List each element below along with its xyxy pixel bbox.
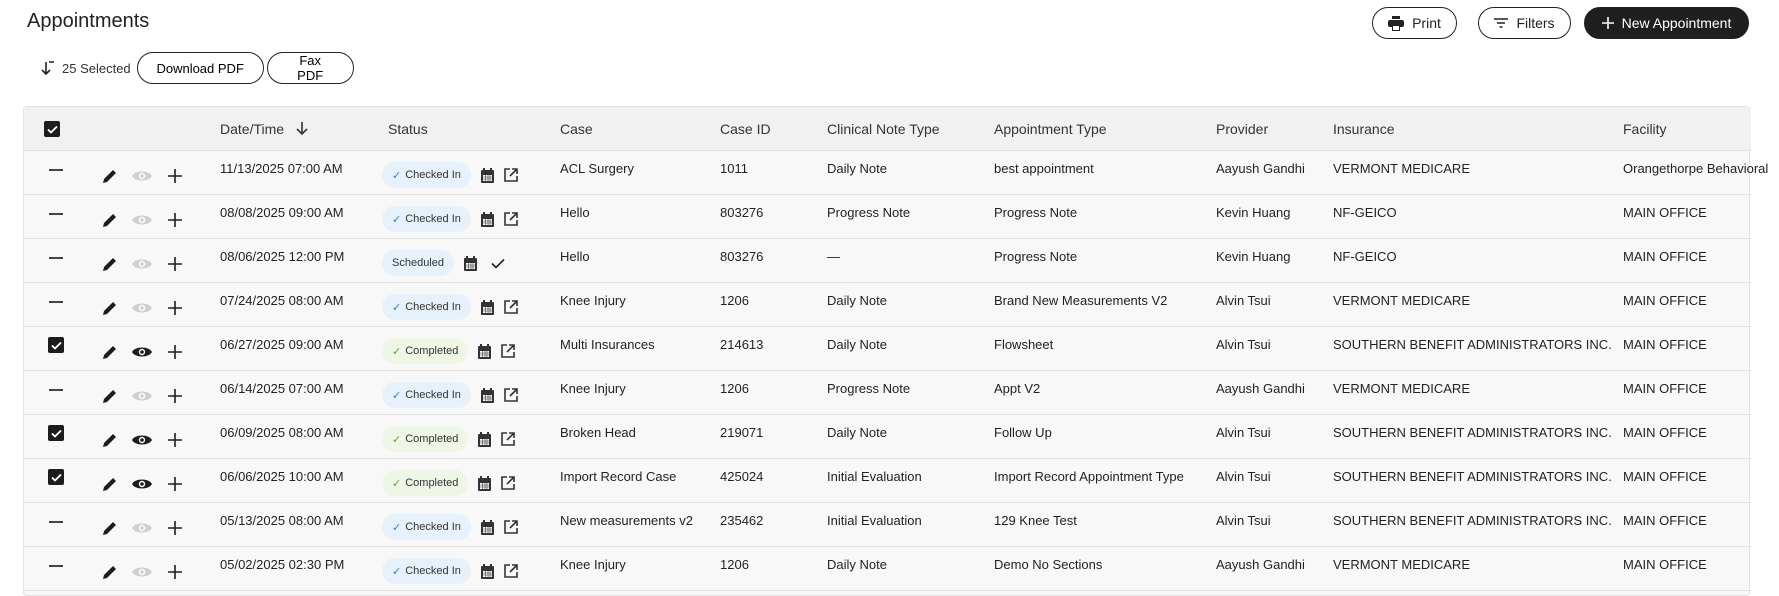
filters-label: Filters (1516, 15, 1555, 31)
column-header-appointment-type[interactable] (994, 107, 1107, 151)
plus-icon (1602, 17, 1614, 29)
case-cell[interactable]: Hello (560, 249, 590, 264)
download-pdf-button[interactable]: Download PDF (137, 52, 264, 84)
date-cell: 11/13/2025 07:00 AM (220, 161, 343, 176)
status-label: Checked In (405, 169, 461, 181)
status-badge (382, 250, 454, 276)
note-cell: Daily Note (827, 161, 887, 176)
note-cell: — (827, 249, 840, 264)
calendar-icon[interactable] (481, 520, 494, 535)
insurance-cell: SOUTHERN BENEFIT ADMINISTRATORS INC. (1333, 469, 1612, 484)
facility-cell: MAIN OFFICE (1623, 293, 1707, 308)
table-row[interactable] (24, 415, 1751, 459)
case-id-cell: 1011 (720, 161, 748, 176)
status-badge (382, 206, 471, 232)
status-label: Completed (405, 433, 459, 445)
filters-button[interactable] (1478, 7, 1571, 39)
pencil-icon[interactable] (102, 547, 118, 591)
note-cell: Initial Evaluation (827, 469, 922, 484)
fax-pdf-button[interactable]: Fax PDF (267, 52, 354, 84)
table-row[interactable] (24, 547, 1751, 591)
row-checkbox[interactable] (41, 415, 71, 459)
column-header-facility[interactable] (1623, 107, 1667, 151)
provider-cell: Aayush Gandhi (1216, 161, 1305, 176)
check-icon: ✓ (392, 301, 402, 314)
provider-cell: Alvin Tsui (1216, 513, 1271, 528)
status-badge (382, 514, 471, 540)
case-cell[interactable]: Knee Injury (560, 381, 626, 396)
facility-cell: MAIN OFFICE (1623, 249, 1707, 264)
date-cell: 06/27/2025 09:00 AM (220, 337, 344, 352)
plus-icon[interactable] (168, 195, 182, 239)
status-badge (382, 470, 468, 496)
insurance-cell: VERMONT MEDICARE (1333, 557, 1470, 572)
type-cell: Flowsheet (994, 337, 1054, 352)
status-label: Completed (405, 477, 459, 489)
row-checkbox[interactable] (41, 459, 71, 503)
facility-cell: MAIN OFFICE (1623, 337, 1707, 352)
eye-icon[interactable] (132, 283, 152, 327)
select-all-checkbox[interactable] (44, 107, 60, 151)
status-cell (382, 547, 518, 591)
type-cell: best appointment (994, 161, 1094, 176)
status-label: Checked In (405, 389, 461, 401)
plus-icon[interactable] (168, 327, 182, 371)
case-cell[interactable]: Multi Insurances (560, 337, 655, 352)
pencil-icon[interactable] (102, 283, 118, 327)
date-cell: 05/02/2025 02:30 PM (220, 557, 345, 572)
case-id-cell: 803276 (720, 249, 764, 264)
provider-cell: Alvin Tsui (1216, 469, 1271, 484)
eye-icon[interactable] (132, 239, 152, 283)
facility-cell: MAIN OFFICE (1623, 205, 1707, 220)
check-icon: ✓ (392, 389, 402, 402)
open-external-icon[interactable] (504, 564, 518, 578)
case-id-cell: 1206 (720, 293, 749, 308)
check-icon: ✓ (392, 565, 402, 578)
provider-cell: Kevin Huang (1216, 205, 1291, 220)
status-badge (382, 294, 471, 320)
open-external-icon[interactable] (504, 168, 518, 182)
plus-icon[interactable] (168, 459, 182, 503)
status-cell (382, 371, 518, 415)
case-cell[interactable]: ACL Surgery (560, 161, 634, 176)
print-button[interactable] (1372, 7, 1457, 39)
selected-count: 25 Selected (62, 60, 131, 76)
date-cell: 05/13/2025 08:00 AM (220, 513, 344, 528)
status-label: Checked In (405, 301, 461, 313)
status-label: Scheduled (392, 257, 444, 269)
type-cell: 129 Knee Test (994, 513, 1077, 528)
table-row[interactable] (24, 283, 1751, 327)
note-cell: Progress Note (827, 205, 911, 220)
eye-icon[interactable] (132, 459, 152, 503)
note-cell: Progress Note (827, 381, 911, 396)
insurance-cell: VERMONT MEDICARE (1333, 293, 1470, 308)
table-row[interactable] (24, 459, 1751, 503)
case-id-cell: 1206 (720, 557, 749, 572)
status-badge (382, 338, 468, 364)
open-external-icon[interactable] (501, 476, 515, 490)
status-cell (382, 151, 518, 195)
open-external-icon[interactable] (501, 344, 515, 358)
new-appointment-button[interactable] (1584, 7, 1749, 39)
status-badge (382, 558, 471, 584)
column-header-clinical-note-type[interactable] (827, 107, 940, 151)
selection-bar (40, 52, 354, 84)
calendar-icon[interactable] (481, 168, 494, 183)
eye-icon[interactable] (132, 195, 152, 239)
insurance-cell: SOUTHERN BENEFIT ADMINISTRATORS INC. (1333, 513, 1612, 528)
status-badge (382, 426, 468, 452)
open-external-icon[interactable] (504, 520, 518, 534)
facility-cell: MAIN OFFICE (1623, 513, 1707, 528)
date-cell: 07/24/2025 08:00 AM (220, 293, 344, 308)
calendar-icon[interactable] (478, 432, 491, 447)
filter-icon (1494, 18, 1508, 28)
row-checkbox[interactable] (41, 195, 71, 239)
printer-icon (1388, 16, 1404, 31)
column-header-label: Date/Time (220, 121, 285, 137)
eye-icon[interactable] (132, 503, 152, 547)
plus-icon[interactable] (168, 415, 182, 459)
row-checkbox[interactable] (41, 283, 71, 327)
open-external-icon[interactable] (501, 432, 515, 446)
eye-icon[interactable] (132, 415, 152, 459)
calendar-icon[interactable] (481, 212, 494, 227)
eye-icon[interactable] (132, 371, 152, 415)
type-cell: Demo No Sections (994, 557, 1103, 572)
table-row[interactable] (24, 371, 1751, 415)
type-cell: Progress Note (994, 205, 1078, 220)
provider-cell: Kevin Huang (1216, 249, 1291, 264)
column-header-label: Clinical Note Type (827, 121, 940, 137)
facility-cell: Orangethorpe Behavioral (1623, 161, 1769, 176)
case-id-cell: 235462 (720, 513, 764, 528)
note-cell: Initial Evaluation (827, 513, 922, 528)
calendar-icon[interactable] (478, 476, 491, 491)
facility-cell: MAIN OFFICE (1623, 469, 1707, 484)
status-cell (382, 239, 505, 283)
type-cell: Progress Note (994, 249, 1078, 264)
new-appointment-label: New Appointment (1621, 15, 1732, 31)
note-cell: Daily Note (827, 337, 887, 352)
column-header-case-id[interactable] (720, 107, 771, 151)
pencil-icon[interactable] (102, 195, 118, 239)
check-icon: ✓ (392, 477, 402, 490)
appointments-table (23, 106, 1769, 596)
open-external-icon[interactable] (504, 300, 518, 314)
plus-icon[interactable] (168, 547, 182, 591)
check-icon: ✓ (392, 169, 402, 182)
pencil-icon[interactable] (102, 239, 118, 283)
insurance-cell: VERMONT MEDICARE (1333, 381, 1470, 396)
calendar-icon[interactable] (478, 344, 491, 359)
open-external-icon[interactable] (504, 212, 518, 226)
table-row[interactable] (24, 195, 1751, 239)
row-checkbox[interactable] (41, 547, 71, 591)
status-badge (382, 162, 471, 188)
insurance-cell: SOUTHERN BENEFIT ADMINISTRATORS INC. (1333, 425, 1612, 440)
calendar-icon[interactable] (481, 388, 494, 403)
status-cell (382, 415, 515, 459)
column-header-status[interactable] (388, 107, 428, 151)
status-cell (382, 327, 515, 371)
sort-desc-icon[interactable] (296, 122, 308, 136)
date-cell: 06/06/2025 10:00 AM (220, 469, 344, 484)
case-id-cell: 219071 (720, 425, 764, 440)
column-header-insurance[interactable] (1333, 107, 1394, 151)
case-cell[interactable]: Knee Injury (560, 293, 626, 308)
status-label: Checked In (405, 565, 461, 577)
pencil-icon[interactable] (102, 459, 118, 503)
case-id-cell: 803276 (720, 205, 764, 220)
type-cell: Follow Up (994, 425, 1052, 440)
column-header-case[interactable] (560, 107, 593, 151)
facility-cell: MAIN OFFICE (1623, 557, 1707, 572)
column-header-label: Appointment Type (994, 121, 1107, 137)
pencil-icon[interactable] (102, 371, 118, 415)
table-row[interactable] (24, 151, 1769, 195)
provider-cell: Alvin Tsui (1216, 293, 1271, 308)
check-icon: ✓ (392, 345, 402, 358)
check-icon: ✓ (392, 433, 402, 446)
case-cell[interactable]: Knee Injury (560, 557, 626, 572)
provider-cell: Aayush Gandhi (1216, 557, 1305, 572)
type-cell: Appt V2 (994, 381, 1041, 396)
checkmark-icon[interactable] (491, 258, 505, 269)
plus-icon[interactable] (168, 283, 182, 327)
column-header-label: Case (560, 121, 593, 137)
case-id-cell: 214613 (720, 337, 764, 352)
plus-icon[interactable] (168, 371, 182, 415)
provider-cell: Alvin Tsui (1216, 425, 1271, 440)
page-title: Appointments (27, 10, 150, 32)
check-icon: ✓ (392, 521, 402, 534)
note-cell: Daily Note (827, 425, 887, 440)
status-cell (382, 195, 518, 239)
status-label: Checked In (405, 521, 461, 533)
table-row[interactable] (24, 239, 1751, 283)
column-header-label: Status (388, 121, 428, 137)
date-cell: 08/06/2025 12:00 PM (220, 249, 345, 264)
case-cell[interactable]: Import Record Case (560, 469, 677, 484)
pencil-icon[interactable] (102, 327, 118, 371)
column-header-label: Insurance (1333, 121, 1395, 137)
calendar-icon[interactable] (481, 300, 494, 315)
print-label: Print (1412, 15, 1441, 31)
eye-icon[interactable] (132, 151, 152, 195)
check-icon: ✓ (392, 213, 402, 226)
date-cell: 08/08/2025 09:00 AM (220, 205, 344, 220)
table-header (24, 107, 1751, 151)
eye-icon[interactable] (132, 547, 152, 591)
pencil-icon[interactable] (102, 151, 118, 195)
type-cell: Brand New Measurements V2 (994, 293, 1168, 308)
column-header-label: Facility (1623, 121, 1667, 137)
calendar-icon[interactable] (481, 564, 494, 579)
insurance-cell: SOUTHERN BENEFIT ADMINISTRATORS INC. (1333, 337, 1612, 352)
status-cell (382, 459, 515, 503)
case-cell[interactable]: New measurements v2 (560, 513, 693, 528)
row-checkbox[interactable] (41, 151, 71, 195)
row-checkbox[interactable] (41, 327, 71, 371)
status-cell (382, 283, 518, 327)
status-label: Checked In (405, 213, 461, 225)
case-id-cell: 1206 (720, 381, 749, 396)
calendar-icon[interactable] (464, 256, 477, 271)
eye-icon[interactable] (132, 327, 152, 371)
insurance-cell: VERMONT MEDICARE (1333, 161, 1470, 176)
date-cell: 06/09/2025 08:00 AM (220, 425, 344, 440)
note-cell: Daily Note (827, 293, 887, 308)
insurance-cell: NF-GEICO (1333, 205, 1397, 220)
row-checkbox[interactable] (41, 371, 71, 415)
type-cell: Import Record Appointment Type (994, 469, 1184, 484)
facility-cell: MAIN OFFICE (1623, 381, 1707, 396)
case-cell[interactable]: Broken Head (560, 425, 636, 440)
status-cell (382, 503, 518, 547)
sort-arrow-icon[interactable] (40, 60, 56, 76)
column-header-date-time[interactable] (220, 107, 308, 151)
table-row[interactable] (24, 327, 1751, 371)
provider-cell: Aayush Gandhi (1216, 381, 1305, 396)
insurance-cell: NF-GEICO (1333, 249, 1397, 264)
column-header-provider[interactable] (1216, 107, 1268, 151)
table-row[interactable] (24, 503, 1751, 547)
row-checkbox[interactable] (41, 503, 71, 547)
column-header-label: Provider (1216, 121, 1269, 137)
status-label: Completed (405, 345, 459, 357)
plus-icon[interactable] (168, 239, 182, 283)
pencil-icon[interactable] (102, 415, 118, 459)
plus-icon[interactable] (168, 503, 182, 547)
note-cell: Daily Note (827, 557, 887, 572)
date-cell: 06/14/2025 07:00 AM (220, 381, 344, 396)
pencil-icon[interactable] (102, 503, 118, 547)
status-badge (382, 382, 471, 408)
column-header-label: Case ID (720, 121, 771, 137)
provider-cell: Alvin Tsui (1216, 337, 1271, 352)
case-id-cell: 425024 (720, 469, 764, 484)
row-checkbox[interactable] (41, 239, 71, 283)
open-external-icon[interactable] (504, 388, 518, 402)
facility-cell: MAIN OFFICE (1623, 425, 1707, 440)
case-cell[interactable]: Hello (560, 205, 590, 220)
plus-icon[interactable] (168, 151, 182, 195)
